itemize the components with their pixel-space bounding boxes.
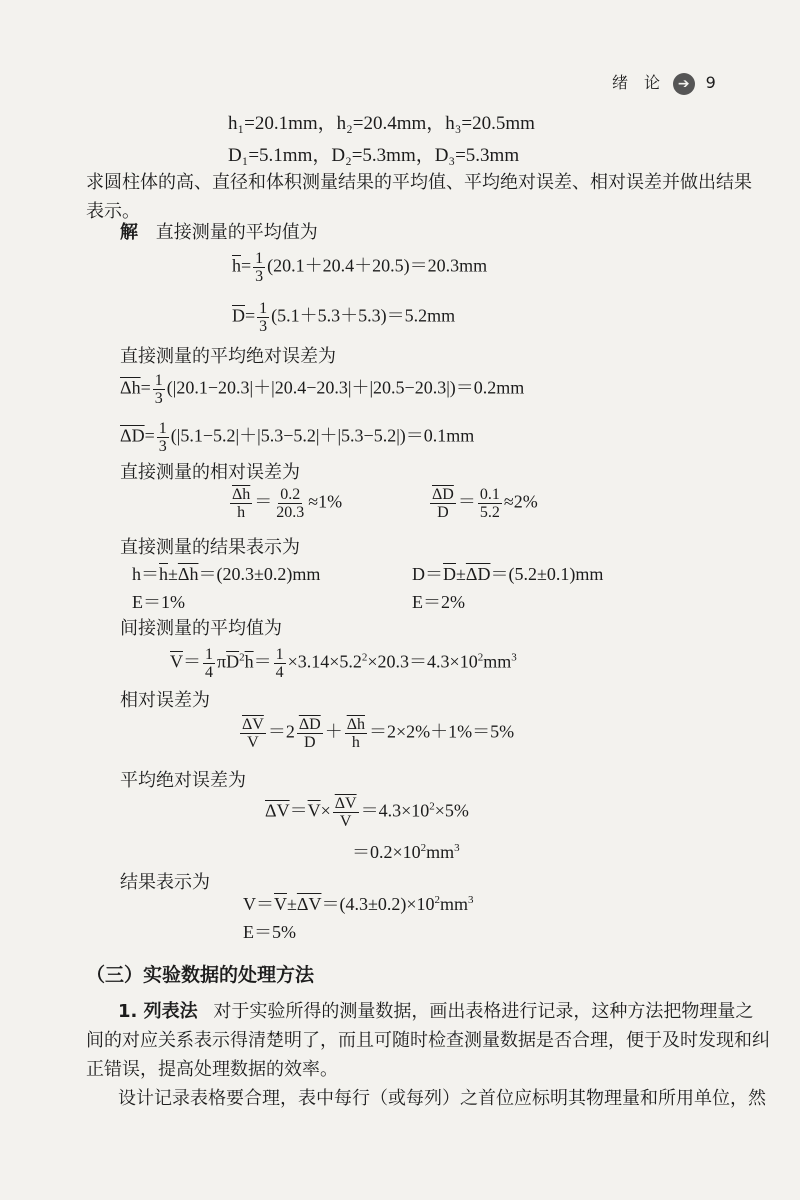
solution-step-2: 直接测量的平均绝对误差为 [120, 346, 336, 367]
section-paragraph-1-line-1 [118, 999, 753, 1025]
result-ev: E＝5% [243, 922, 296, 942]
solution-step-7: 平均绝对误差为 [120, 770, 246, 791]
problem-line-2: 表示。 [86, 201, 140, 222]
arrow-icon: ➔ [673, 73, 695, 95]
solution-step-6: 相对误差为 [120, 690, 210, 711]
given-diameters: D₁=5.1mm，D₂=5.3mm，D₃=5.3mm [228, 145, 520, 166]
section-title: （三）实验数据的处理方法 [86, 964, 315, 986]
equation-mean-h: $\overline{h}=$ $\frac{1}{3}$ (20.1＋20.4＋20.5)＝20.3mm [232, 250, 488, 285]
equation-abs-error-v-result: $=0.2\times 10^2mm^3$ [352, 842, 460, 862]
section-paragraph-2-line-1: 设计记录表格要合理，表中每行（或每列）之首位应标明其物理量和所用单位，然 [118, 1088, 766, 1109]
result-ed: E＝2% [412, 592, 465, 612]
result-h: $h=\overline{h}\pm\overline{\Delta h}=(20.3\pm 0.2)mm$ [132, 564, 321, 584]
result-d: $D=\overline{D}\pm\overline{\Delta D}=(5.2\pm 0.1)mm$ [412, 564, 604, 584]
solution-step-5: 间接测量的平均值为 [120, 618, 282, 639]
chapter-title: 绪 论 [612, 73, 661, 92]
given-heights: h₁=20.1mm，h₂=20.4mm，h₃=20.5mm [228, 113, 535, 134]
solution-step-3: 直接测量的相对误差为 [120, 462, 300, 483]
equation-rel-error-h: $\frac{\overline{\Delta h}}{h}$ ＝ $\frac{0.2}{20.3}$ ≈1% [232, 486, 343, 521]
problem-line-1: 求圆柱体的高、直径和体积测量结果的平均值、平均绝对误差、相对误差并做出结果 [86, 172, 752, 193]
result-eh: E＝1% [132, 592, 185, 612]
solution-label: 解 [120, 222, 138, 243]
item-1-title: 1. 列表法 [118, 1001, 198, 1022]
equation-mean-v: $\overline{V}=$ $\frac{1}{4}$ $\pi\overline{D}^2\overline{h}=$ $\frac{1}{4}$ $\times 3.14\times 5.2^2\times 20.3=4.3\times 10^2mm^3$ [170, 646, 517, 681]
equation-abs-error-h: $\overline{\Delta h}=$ $\frac{1}{3}$ (|20.1−20.3|＋|20.4−20.3|＋|20.5−20.3|)＝0.2mm [120, 372, 525, 407]
equation-rel-error-v: $\frac{\overline{\Delta V}}{V}$ ＝2 $\frac{\overline{\Delta D}}{D}$ ＋ $\frac{\overline{\Delta h}}{h}$ ＝2×2%＋1%＝5% [242, 716, 515, 751]
result-v: $V=\overline{V}\pm\overline{\Delta V}=(4.3\pm 0.2)\times 10^2mm^3$ [243, 894, 474, 914]
equation-mean-d: $\overline{D}=$ $\frac{1}{3}$ (5.1＋5.3＋5.3)＝5.2mm [232, 300, 456, 335]
solution-intro [120, 220, 318, 246]
section-paragraph-1-line-3: 正错误，提高处理数据的效率。 [86, 1059, 338, 1080]
section-paragraph-1-line-2: 间的对应关系表示得清楚明了，而且可随时检查测量数据是否合理，便于及时发现和纠 [86, 1030, 770, 1051]
equation-abs-error-d: $\overline{\Delta D}=$ $\frac{1}{3}$ (|5.1−5.2|＋|5.3−5.2|＋|5.3−5.2|)＝0.1mm [120, 420, 475, 455]
solution-step-1: 直接测量的平均值为 [155, 222, 318, 243]
equation-abs-error-v: $\overline{\Delta V}=\overline{V}\times$ $\frac{\overline{\Delta V}}{V}$ $=4.3\times 10^2\times 5\%$ [265, 795, 469, 830]
running-header [612, 70, 716, 95]
solution-step-4: 直接测量的结果表示为 [120, 537, 300, 558]
equation-rel-error-d: $\frac{\overline{\Delta D}}{D}$ ＝ $\frac{0.1}{5.2}$ ≈2% [432, 486, 538, 521]
solution-step-8: 结果表示为 [120, 872, 210, 893]
page-number: 9 [705, 73, 716, 92]
paragraph-1-text: 对于实验所得的测量数据，画出表格进行记录，这种方法把物理量之 [213, 1001, 754, 1022]
